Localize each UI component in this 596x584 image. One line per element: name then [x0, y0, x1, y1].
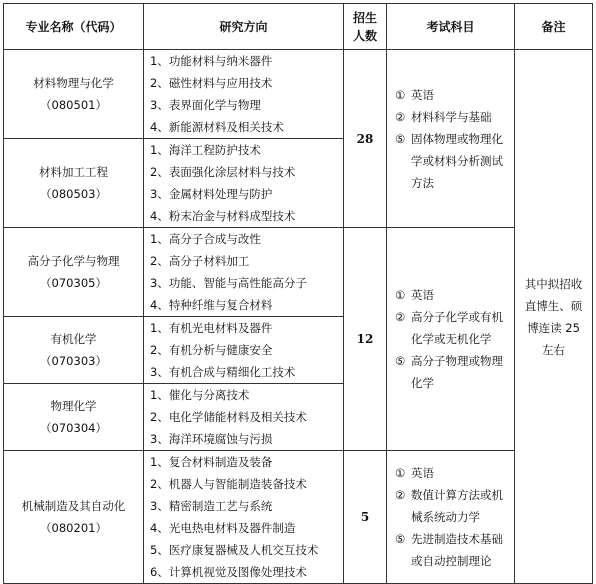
direction-item: 5、医疗康复器械及人机交互技术: [150, 543, 319, 557]
exam-line: 英语: [411, 288, 434, 302]
note-line: 左右: [542, 342, 565, 357]
enroll-count: 12: [344, 228, 387, 451]
enroll-count: 5: [344, 451, 387, 584]
major-code: （070303）: [40, 354, 107, 368]
exam-cell: [387, 451, 515, 584]
direction-item: 1、催化与分离技术: [150, 388, 250, 402]
exam-item: [395, 484, 508, 528]
major-name: 物理化学: [50, 399, 97, 413]
direction-item: 4、粉末冶金与材料成型技术: [150, 209, 296, 223]
exam-mark: ②: [395, 488, 406, 502]
direction-item: 2、电化学储能材料及相关技术: [150, 410, 307, 424]
directions-cell: [144, 451, 344, 584]
exam-line: 英语: [411, 87, 434, 102]
exam-mark: ⑤: [395, 354, 406, 368]
note-line: 博连读 25: [527, 320, 580, 335]
direction-item: 3、精密制造工艺与系统: [150, 499, 273, 513]
exam-mark: ①: [395, 87, 406, 102]
exam-item: [395, 84, 508, 106]
direction-item: 1、海洋工程防护技术: [150, 143, 261, 157]
direction-item: 4、光电热电材料及器件制造: [150, 521, 296, 535]
exam-line: 高分子物理或物理: [411, 354, 503, 368]
direction-item: 2、磁性材料与应用技术: [150, 76, 273, 90]
directions-cell: [144, 139, 344, 228]
header-direction: 研究方向: [144, 4, 344, 50]
major-name: 高分子化学与物理: [27, 254, 120, 268]
exam-line: 械系统动力学: [411, 510, 480, 524]
exam-line: 英语: [411, 466, 434, 480]
direction-item: 4、新能源材料及相关技术: [150, 120, 284, 134]
header-enroll-line1: 招生: [352, 10, 377, 25]
program-table: [3, 3, 593, 584]
exam-mark: ②: [395, 109, 406, 124]
direction-item: 4、特种纤维与复合材料: [150, 298, 273, 312]
exam-text: [411, 462, 434, 484]
table-row: [4, 451, 593, 584]
exam-text: [411, 528, 503, 572]
exam-line: 化学或无机化学: [411, 332, 492, 346]
major-name: 机械制造及其自动化: [21, 499, 126, 513]
exam-line: 高分子化学或有机: [411, 310, 503, 324]
directions-cell: [144, 50, 344, 139]
exam-item: [395, 350, 508, 394]
direction-item: 3、海洋环境腐蚀与污损: [150, 432, 273, 446]
header-enroll: [344, 4, 387, 50]
direction-item: 1、高分子合成与改性: [150, 232, 261, 246]
major-name: 材料加工工程: [39, 165, 108, 179]
direction-item: 2、有机分析与健康安全: [150, 343, 273, 357]
table-row: [4, 228, 593, 317]
major-name: 有机化学: [50, 332, 97, 346]
enroll-count: 28: [344, 50, 387, 228]
exam-item: [395, 306, 508, 350]
exam-line: 固体物理或物理化: [411, 131, 503, 146]
exam-line: 化学: [411, 376, 434, 390]
exam-mark: ⑤: [395, 532, 406, 546]
directions-cell: [144, 317, 344, 384]
direction-item: 3、表界面化学与物理: [150, 98, 261, 112]
exam-text: [411, 284, 434, 306]
direction-item: 1、有机光电材料及器件: [150, 321, 273, 335]
exam-text: [411, 484, 503, 528]
major-name: 材料物理与化学: [33, 76, 114, 90]
major-cell: [4, 50, 144, 139]
exam-cell: [387, 50, 515, 228]
major-code: （080201）: [40, 521, 107, 535]
exam-cell: [387, 228, 515, 451]
exam-item: [395, 462, 508, 484]
header-exam: 考试科目: [387, 4, 515, 50]
major-cell: [4, 384, 144, 451]
note-line: 直博生、硕: [524, 298, 583, 313]
exam-mark: ②: [395, 310, 406, 324]
exam-mark: ⑤: [395, 131, 406, 146]
table-row: [4, 50, 593, 139]
direction-item: 1、复合材料制造及装备: [150, 455, 273, 469]
header-note: 备注: [515, 4, 593, 50]
exam-mark: ①: [395, 288, 406, 302]
exam-line: 方法: [411, 175, 434, 190]
direction-item: 3、金属材料处理与防护: [150, 187, 273, 201]
major-cell: [4, 228, 144, 317]
direction-item: 6、计算机视觉及图像处理技术: [150, 565, 307, 579]
exam-item: [395, 528, 508, 572]
directions-cell: [144, 228, 344, 317]
exam-line: 学或材料分析测试: [411, 153, 503, 168]
exam-mark: ①: [395, 466, 406, 480]
direction-item: 2、机器人与智能制造装备技术: [150, 477, 307, 491]
exam-item: [395, 284, 508, 306]
major-code: （080501）: [40, 98, 107, 112]
note-line: 其中拟招收: [524, 276, 583, 291]
note-cell: [515, 50, 593, 584]
directions-cell: [144, 384, 344, 451]
exam-line: 先进制造技术基础: [411, 532, 503, 546]
direction-item: 3、有机合成与精细化工技术: [150, 365, 296, 379]
exam-text: [411, 84, 434, 106]
major-code: （070305）: [40, 276, 107, 290]
header-row: [4, 4, 593, 50]
exam-text: [411, 306, 503, 350]
exam-line: 或自动控制理论: [411, 554, 492, 568]
major-cell: [4, 139, 144, 228]
exam-text: [411, 106, 492, 128]
direction-item: 2、表面强化涂层材料与技术: [150, 165, 296, 179]
major-code: （080503）: [40, 187, 107, 201]
major-code: （070304）: [40, 421, 107, 435]
header-enroll-line2: 人数: [352, 28, 377, 43]
exam-text: [411, 350, 503, 394]
exam-item: [395, 128, 508, 194]
major-cell: [4, 451, 144, 584]
header-major: 专业名称（代码）: [4, 4, 144, 50]
direction-item: 1、功能材料与纳米器件: [150, 54, 273, 68]
exam-item: [395, 106, 508, 128]
direction-item: 3、功能、智能与高性能高分子: [150, 276, 307, 290]
major-cell: [4, 317, 144, 384]
exam-line: 材料科学与基础: [411, 109, 492, 124]
exam-line: 数值计算方法或机: [411, 488, 503, 502]
exam-text: [411, 128, 503, 194]
direction-item: 2、高分子材料加工: [150, 254, 250, 268]
